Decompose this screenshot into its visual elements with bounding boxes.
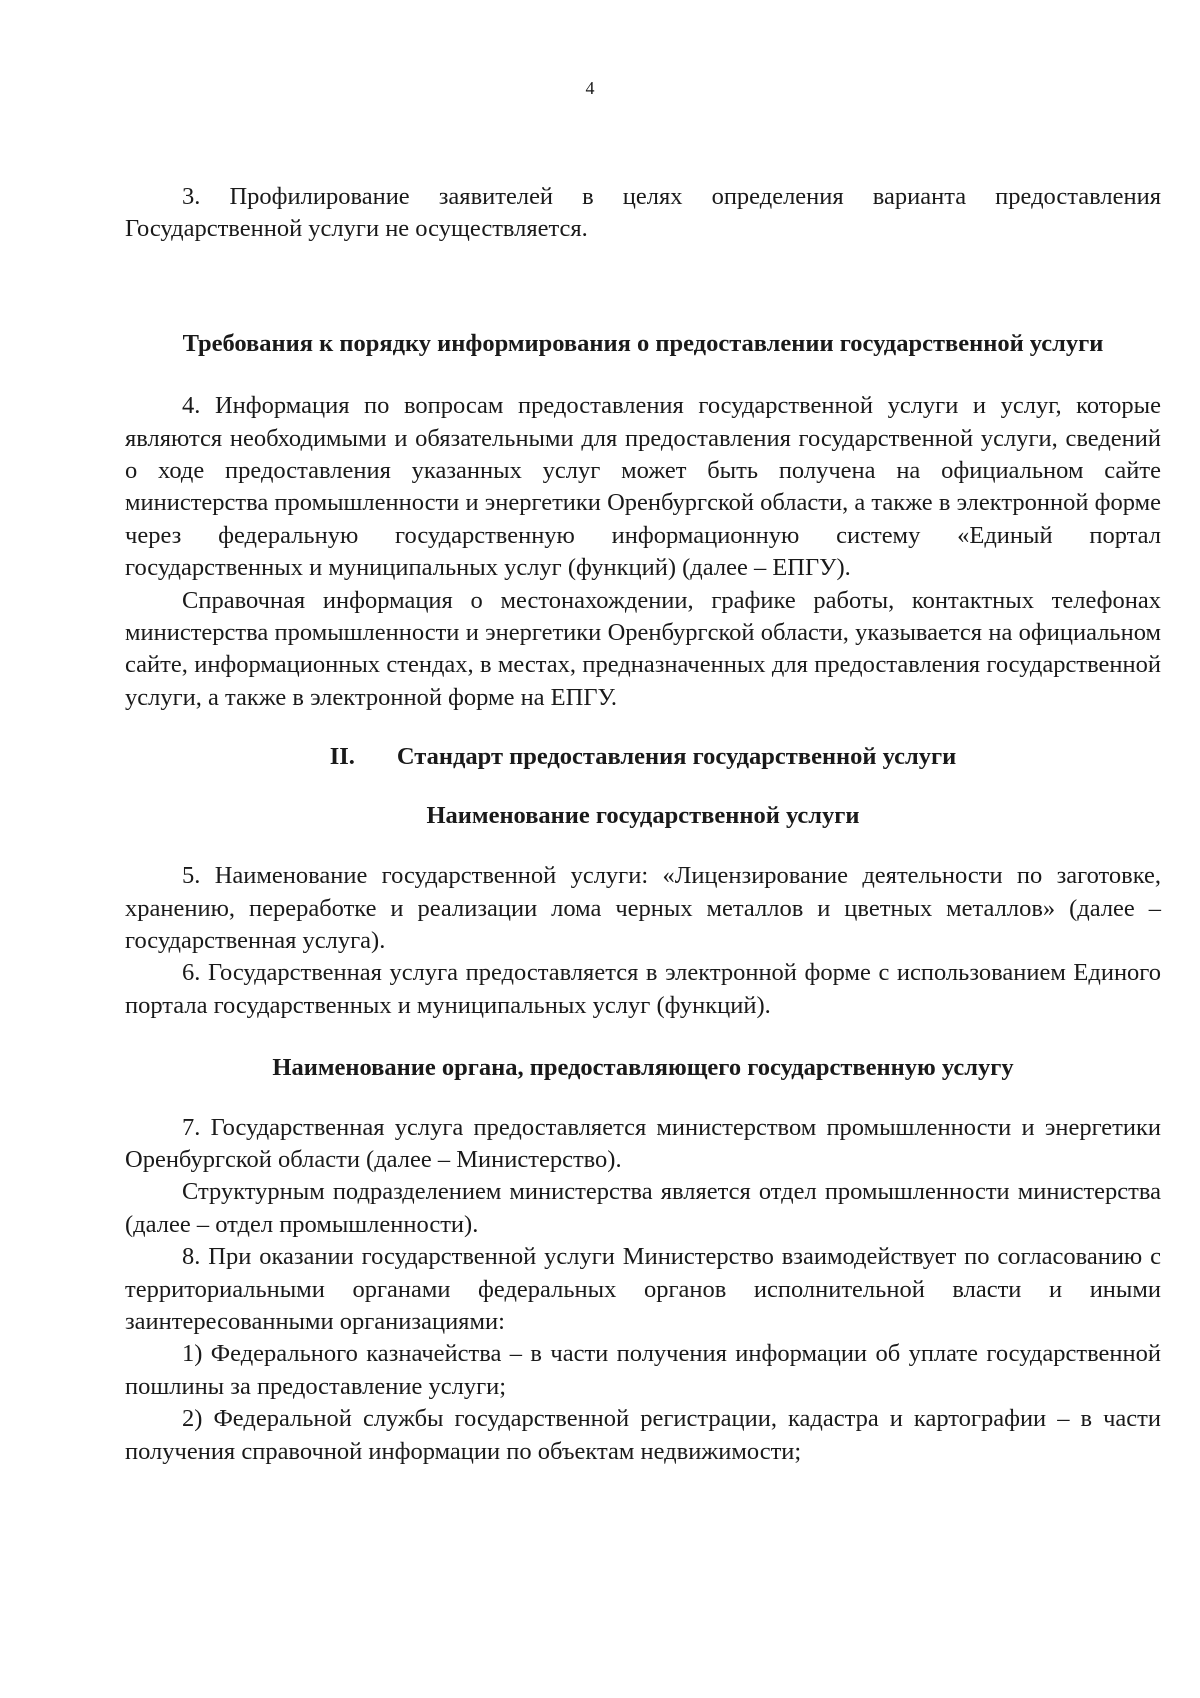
heading-informing-requirements: Требования к порядку информирования о предоставлении государственной услуги (182, 329, 1104, 357)
paragraph-4: 4. Информация по вопросам предоставления государственной услуги и услуг, которые являются необходимыми и обязательными для предоставления государственной услуги, сведений о ходе предоставления указанных услуг может быть получена на официальном сайте министерства промышленности и энергетики Оренбургской области, а также в электронной форме через федеральную государственную информационную систему «Единый портал государственных и муниципальных услуг (функций) (далее – ЕПГУ). (125, 392, 1161, 582)
section-number: II. (329, 743, 355, 771)
heading-authority-name: Наименование органа, предоставляющего государственную услугу (272, 1054, 1014, 1082)
paragraph-3: 3. Профилирование заявителей в целях определения варианта предоставления Государственной услуги не осуществляется. (125, 183, 1161, 243)
paragraph-7: 7. Государственная услуга предоставляется министерством промышленности и энергетики Оренбургской области (далее – Министерство). (125, 1113, 1161, 1173)
paragraph-8-item-1: 1) Федерального казначейства – в части получения информации об уплате государственной пошлины за предоставление услуги; (125, 1340, 1161, 1400)
paragraph-5: 5. Наименование государственной услуги: «Лицензирование деятельности по заготовке, хранению, переработке и реализации лома черных металлов и цветных металлов» (далее – государственная услуга). (125, 862, 1161, 954)
paragraph-8-item-2: 2) Федеральной службы государственной регистрации, кадастра и картографии – в части получения справочной информации по объектам недвижимости; (125, 1405, 1161, 1465)
paragraph-6: 6. Государственная услуга предоставляется в электронной форме с использованием Единого портала государственных и муниципальных услуг (функций). (125, 959, 1161, 1019)
heading-service-name: Наименование государственной услуги (426, 801, 860, 829)
section-heading-ii (125, 741, 1161, 773)
document-body (125, 181, 1161, 1468)
paragraph-4-reference-info: Справочная информация о местонахождении, графике работы, контактных телефонах министерства промышленности и энергетики Оренбургской области, указывается на официальном сайте, информационных стендах, в местах, предназначенных для предоставления государственной услуги, а также в электронной форме на ЕПГУ. (125, 586, 1161, 711)
paragraph-7-structural-unit: Структурным подразделением министерства является отдел промышленности министерства (далее – отдел промышленности). (125, 1178, 1161, 1238)
paragraph-8: 8. При оказании государственной услуги Министерство взаимодействует по согласованию с территориальными органами федеральных органов исполнительной власти и иными заинтересованными организациями: (125, 1243, 1161, 1335)
page-number: 4 (585, 78, 595, 98)
section-title: Стандарт предоставления государственной услуги (396, 743, 957, 771)
